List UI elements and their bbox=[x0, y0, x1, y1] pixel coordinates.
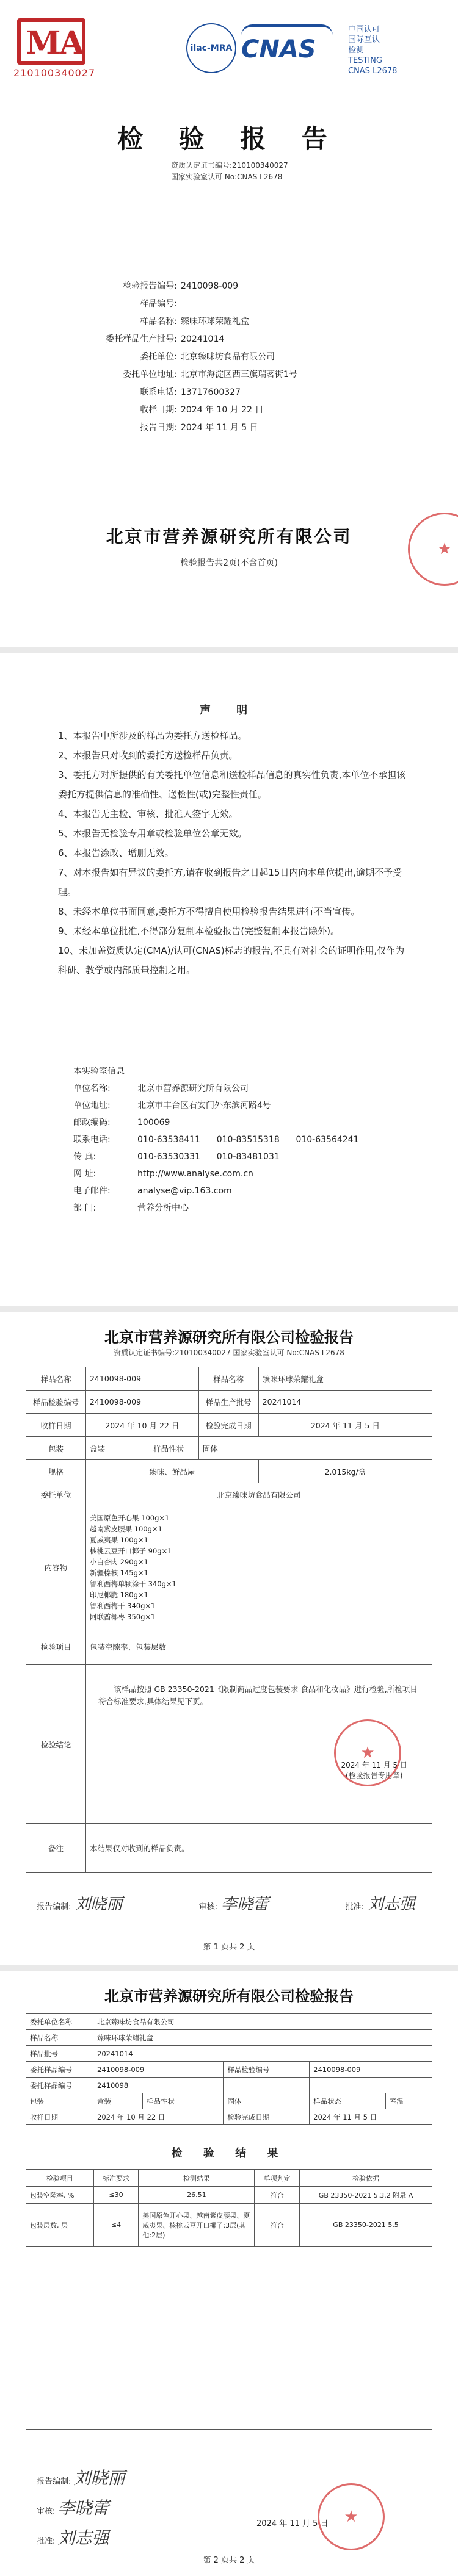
official-seal-stamp: ★ bbox=[408, 513, 458, 586]
statement-item: 1、本报告中所涉及的样品为委托方送检样品。 bbox=[58, 730, 247, 741]
report-title: 检 验 报 告 bbox=[117, 124, 341, 154]
report-org-title: 北京市营养源研究所有限公司检验报告 bbox=[104, 1987, 354, 2005]
page-number: 第 2 页共 2 页 bbox=[203, 2556, 255, 2565]
report-table: 样品名称 2410098-009 样品名称 臻味环球荣耀礼盒 样品检验编号 2410098-009 样品生产批号 20241014 收样日期 2024 年 10 月 22 日 检验完成日期 2024 年 11 月 5 日 包装 盒装 样品性状 固体 规格 臻味、鲜品屋 2.015kg/盒 委托单位 北京臻味坊食品有限公司 内容物 美国原色开心果 100g×1 越南紫皮腰果 100g×1 夏威夷果 100g×1 核桃云豆开口椰子 90g×1 小白杏肉 290g×1 新疆榛核 145g×1 智利西梅单颗涂干 340g×1 印尼椰脆 180g×1 智利西梅干 340g×1 阿联酋椰枣 350g×1 检验项目 包装空隙率、包装层数 检验结论 该样品按照 GB 23350-2021《限制商品过度包装要求 食品和化妆品》进行检验,所检项目符合标准要求,具体结果见下页。 2024 年 11 月 5 日 (检验报告专用章) ★ 备注 本结果仅对收到的样品负责。 bbox=[26, 1367, 432, 1873]
cnas-accreditation-text: 中国认可 国际互认 检测 TESTING CNAS L2678 bbox=[348, 25, 398, 76]
cover-fields: 检验报告编号: 2410098-009 样品编号: 样品名称: 臻味环球荣耀礼盒 委托样品生产批号: 20241014 委托单位: 北京臻味坊食品有限公司 委托单位地址: 北京市海淀区西三旗瑞茗街1号 联系电话: 13717600327 收样日期: 2024 年 10 月 22 日 报告日期: 2024 年 11 月 5 日 bbox=[106, 281, 297, 433]
statement-page bbox=[0, 653, 458, 1306]
cnas-logo: CNAS bbox=[241, 24, 339, 73]
cma-letters: MA bbox=[26, 24, 83, 62]
signature-approver: 刘志强 bbox=[57, 2528, 109, 2548]
page-number: 第 1 页共 2 页 bbox=[203, 1943, 255, 1952]
cma-logo bbox=[13, 18, 105, 79]
contact-title: 本实验室信息 bbox=[73, 1067, 125, 1076]
signature-reviewer: 李晓蕾 bbox=[221, 1895, 269, 1913]
signature-compiler: 刘晓丽 bbox=[73, 2468, 125, 2488]
report-date: 2024 年 11 月 5 日 bbox=[256, 2519, 329, 2528]
report-page-2 bbox=[0, 1971, 458, 2576]
statement-item: 6、本报告涂改、增删无效。 bbox=[58, 847, 174, 858]
page-count-note: 检验报告共2页(不含首页) bbox=[180, 558, 278, 568]
signature-reviewer: 李晓蕾 bbox=[57, 2498, 109, 2518]
report-org-title: 北京市营养源研究所有限公司检验报告 bbox=[104, 1328, 354, 1346]
test-report-seal: ★ bbox=[318, 2483, 385, 2550]
cover-page bbox=[0, 0, 458, 647]
conclusion-text: 该样品按照 GB 23350-2021《限制商品过度包装要求 食品和化妆品》进行检验,所检项目符合标准要求,具体结果见下页。 bbox=[98, 1685, 418, 1706]
table-row: 包装空隙率, % ≤30 26.51 符合 GB 23350-2021 5.3.2 附录 A bbox=[26, 2187, 432, 2204]
ilac-mra-logo: ilac-MRA bbox=[186, 23, 236, 73]
results-title: 检 验 结 果 bbox=[171, 2147, 287, 2160]
statement-item: 5、本报告无检验专用章或检验单位公章无效。 bbox=[58, 828, 247, 839]
statement-item: 7、对本报告如有异议的委托方,请在收到报告之日起15日内向本单位提出,逾期不予受理。 bbox=[58, 867, 402, 898]
contents-list: 美国原色开心果 100g×1 越南紫皮腰果 100g×1 夏威夷果 100g×1 核桃云豆开口椰子 90g×1 小白杏肉 290g×1 新疆榛核 145g×1 智利西梅单颗涂干 340g×1 印尼椰脆 180g×1 智利西梅干 340g×1 阿联酋椰枣 350g×1 bbox=[86, 1506, 432, 1628]
org-name: 北京市营养源研究所有限公司 bbox=[106, 527, 352, 547]
statement-item: 8、未经本单位书面同意,委托方不得擅自使用检验报告结果进行不当宣传。 bbox=[58, 906, 360, 917]
cma-number: 210100340027 bbox=[13, 67, 96, 79]
cert-info: 资质认定证书编号:210100340027 国家实验室认可 No:CNAS L2678 bbox=[171, 161, 288, 181]
statement-item: 4、本报告无主检、审核、批准人签字无效。 bbox=[58, 808, 238, 819]
statement-item: 9、未经本单位批准,不得部分复制本检验报告(完整复制本报告除外)。 bbox=[58, 926, 340, 937]
signatures: 报告编制: 刘晓丽 审核: 李晓蕾 批准: 刘志强 bbox=[37, 2468, 125, 2548]
statement-item: 2、本报告只对收到的委托方送检样品负责。 bbox=[58, 750, 238, 761]
sample-info-table: 委托单位名称 北京臻味坊食品有限公司 样品名称 臻味环球荣耀礼盒 样品批号 20241014 委托样品编号 2410098-009 样品检验编号 2410098-009 委托样品编号 2410098 包装 盒装 样品性状 固体 样品状态 室温 收样日期 2024 年 10 月 22 日 检验完成日期 2024 年 11 月 5 日 bbox=[26, 2013, 432, 2125]
statement-item: 3、委托方对所提供的有关委托单位信息和送检样品信息的真实性负责,本单位不承担该委托方提供信息的准确性、送检性(或)完整性责任。 bbox=[58, 769, 406, 800]
statement-list bbox=[58, 726, 412, 980]
statement-item: 10、未加盖资质认定(CMA)/认可(CNAS)标志的报告,不具有对社会的证明作用,仅作为科研、教学或内部质量控制之用。 bbox=[58, 945, 405, 976]
report-cert: 资质认定证书编号:210100340027 国家实验室认可 No:CNAS L2678 bbox=[114, 1348, 344, 1357]
signatures: 报告编制: 刘晓丽 审核: 李晓蕾 批准: 刘志强 bbox=[37, 1895, 415, 1913]
signature-compiler: 刘晓丽 bbox=[75, 1895, 123, 1913]
report-page-1 bbox=[0, 1312, 458, 1965]
test-report-seal: ★ bbox=[334, 1719, 401, 1786]
lab-contact: 本实验室信息 单位名称: 北京市营养源研究所有限公司 单位地址: 北京市丰台区右安门外东滨河路4号 邮政编码: 100069 联系电话: 010-63538411 010-83515318 010-63564241 传 真: 010-63530331 010-83481031 网 址: http://www.analyse.com.cn 电子邮件: analyse@vip.163.com 部 门: 营养分析中心 bbox=[73, 1063, 415, 1217]
table-row: 包装层数, 层 ≤4 美国原色开心果、越南紫皮腰果、夏威夷果、核桃云豆开口椰子:3层(其他:2层) 符合 GB 23350-2021 5.5 bbox=[26, 2204, 432, 2247]
signature-approver: 刘志强 bbox=[367, 1895, 415, 1913]
results-table: 检验项目 标准要求 检测结果 单项判定 检验依据 包装空隙率, % ≤30 26.51 符合 GB 23350-2021 5.3.2 附录 A 包装层数, 层 ≤4 美国原色开心果、越南紫皮腰果、夏威夷果、核桃云豆开口椰子:3层(其他:2层) 符合 GB 23350-2021 5.5 bbox=[26, 2169, 432, 2430]
statement-title: 声 明 bbox=[199, 704, 259, 717]
